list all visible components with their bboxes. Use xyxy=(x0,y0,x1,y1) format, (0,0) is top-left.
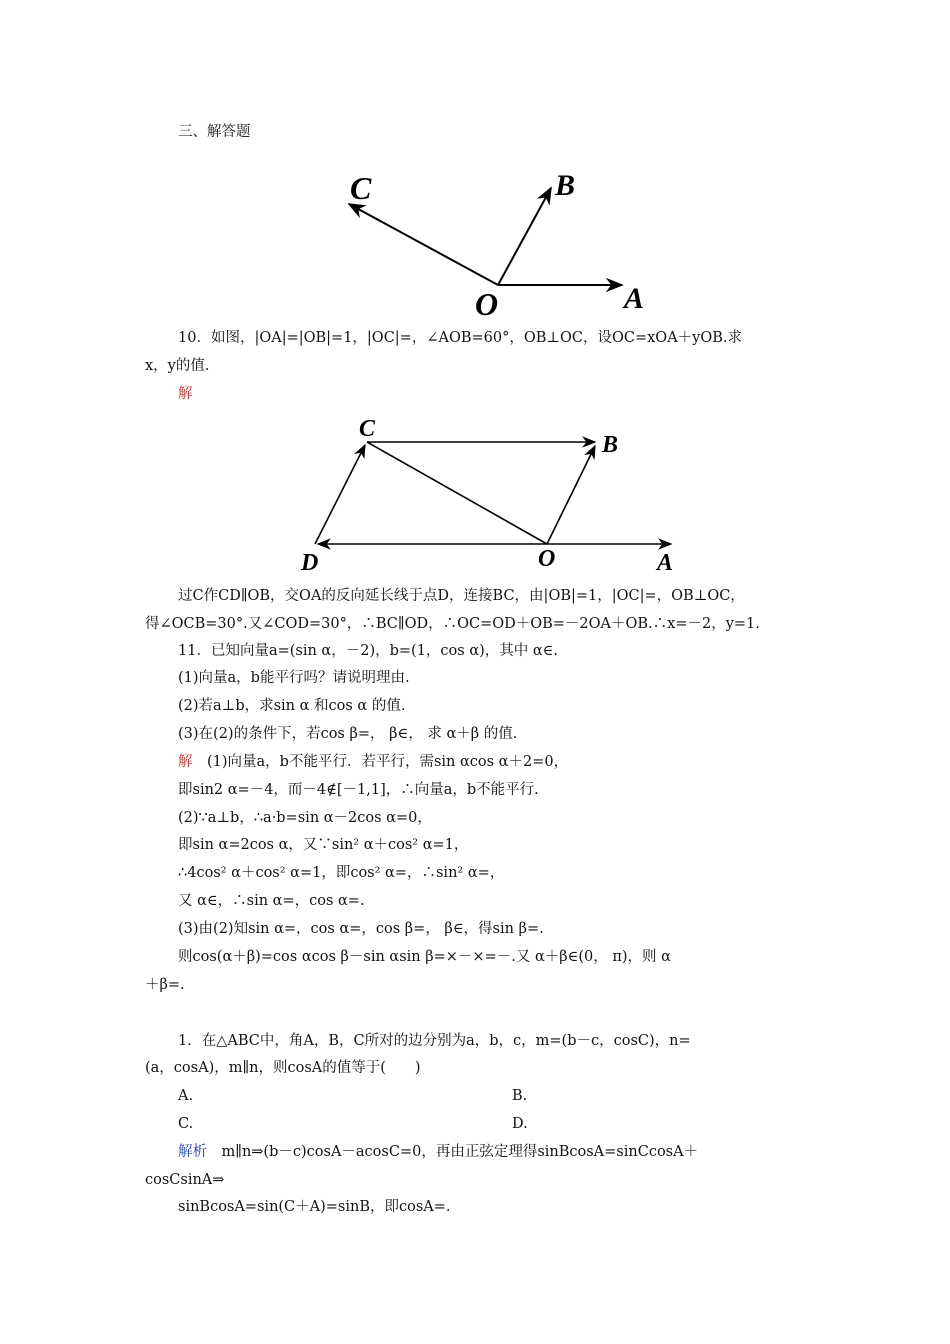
q11-part2: (2)若a⊥b，求sin α 和cos α 的值. xyxy=(178,698,406,714)
q1-stem-line2: (a，cosA)，m∥n，则cosA的值等于( ) xyxy=(145,1060,421,1076)
label-a: A xyxy=(624,282,645,315)
label-c: C xyxy=(359,416,376,442)
q1-sol-text: m∥n⇒(b－c)cosA－acosC=0，再由正弦定理得sinBcosA=sinCcosA＋ xyxy=(221,1144,699,1160)
q11-sol-line6: 又 α∈，∴sin α=，cos α=. xyxy=(178,893,365,909)
segment-co xyxy=(367,442,547,544)
solution-label: 解 xyxy=(178,754,193,770)
label-b: B xyxy=(602,432,619,458)
segment-ob xyxy=(547,446,595,544)
q1-sol-line2: cosCsinA⇒ xyxy=(145,1172,225,1188)
section-title: 三、解答题 xyxy=(178,124,251,140)
q11-sol-line4: 即sin α=2cos α，又∵sin² α＋cos² α=1， xyxy=(178,837,469,853)
figure-vectors-oabc xyxy=(330,165,660,325)
q10-line1: 10．如图，|OA|=|OB|=1，|OC|=，∠AOB=60°，OB⊥OC，设OC=xOA＋yOB.求 xyxy=(178,330,743,346)
q11-sol-line7: (3)由(2)知sin α=，cos α=，cos β=， β∈，得sin β=. xyxy=(178,921,544,937)
q1-sol-line1 xyxy=(178,1142,698,1162)
label-d: D xyxy=(301,550,319,576)
solution-label: 解 xyxy=(178,386,193,402)
vector-oc xyxy=(349,204,498,285)
figure-parallelogram xyxy=(295,408,695,580)
q11-part1: (1)向量a，b能平行吗？请说明理由. xyxy=(178,670,410,686)
q1-option-c: C. xyxy=(178,1116,194,1132)
q11-sol-line2: 即sin2 α=－4，而－4∉[－1,1]，∴向量a，b不能平行. xyxy=(178,782,539,798)
label-b: B xyxy=(555,169,576,202)
q10-line2: x，y的值. xyxy=(145,358,210,374)
q11-stem: 11．已知向量a=(sin α，－2)，b=(1，cos α)，其中 α∈. xyxy=(178,643,559,659)
q11-sol-line8: 则cos(α＋β)=cos αcos β－sin αsin β=×－×=－.又 α＋β∈(0， π)，则 α xyxy=(178,949,671,965)
q10-sol-line2: 得∠OCB=30°.又∠COD=30°，∴BC∥OD，∴OC=OD＋OB=－2OA＋OB.∴x=－2，y=1. xyxy=(145,616,760,632)
label-a: A xyxy=(657,550,674,576)
label-o: O xyxy=(475,286,499,322)
q11-sol-line5: ∴4cos² α＋cos² α=1，即cos² α=，∴sin² α=， xyxy=(178,865,505,881)
segment-dc xyxy=(315,445,365,544)
q11-sol-text: (1)向量a，b不能平行．若平行，需sin αcos α＋2=0， xyxy=(207,754,569,770)
q1-option-d: D. xyxy=(512,1116,528,1132)
vector-ob xyxy=(498,188,551,285)
analysis-label: 解析 xyxy=(178,1144,207,1160)
q1-option-a: A. xyxy=(178,1088,194,1104)
q1-stem-line1: 1．在△ABC中，角A，B，C所对的边分别为a，b，c，m=(b－c，cosC)，n= xyxy=(178,1033,691,1049)
q1-sol-line3: sinBcosA=sin(C＋A)=sinB，即cosA=. xyxy=(178,1199,451,1215)
q11-sol-line3: (2)∵a⊥b，∴a·b=sin α－2cos α=0， xyxy=(178,810,432,826)
q11-sol-line9: ＋β=. xyxy=(145,977,185,993)
label-c: C xyxy=(350,170,372,206)
q11-part3: (3)在(2)的条件下，若cos β=， β∈， 求 α＋β 的值. xyxy=(178,726,518,742)
q11-sol-line1 xyxy=(178,752,568,772)
q10-sol-line1: 过C作CD∥OB，交OA的反向延长线于点D，连接BC，由|OB|=1，|OC|=，OB⊥OC， xyxy=(178,588,745,604)
q1-option-b: B. xyxy=(512,1088,528,1104)
label-o: O xyxy=(538,546,556,572)
